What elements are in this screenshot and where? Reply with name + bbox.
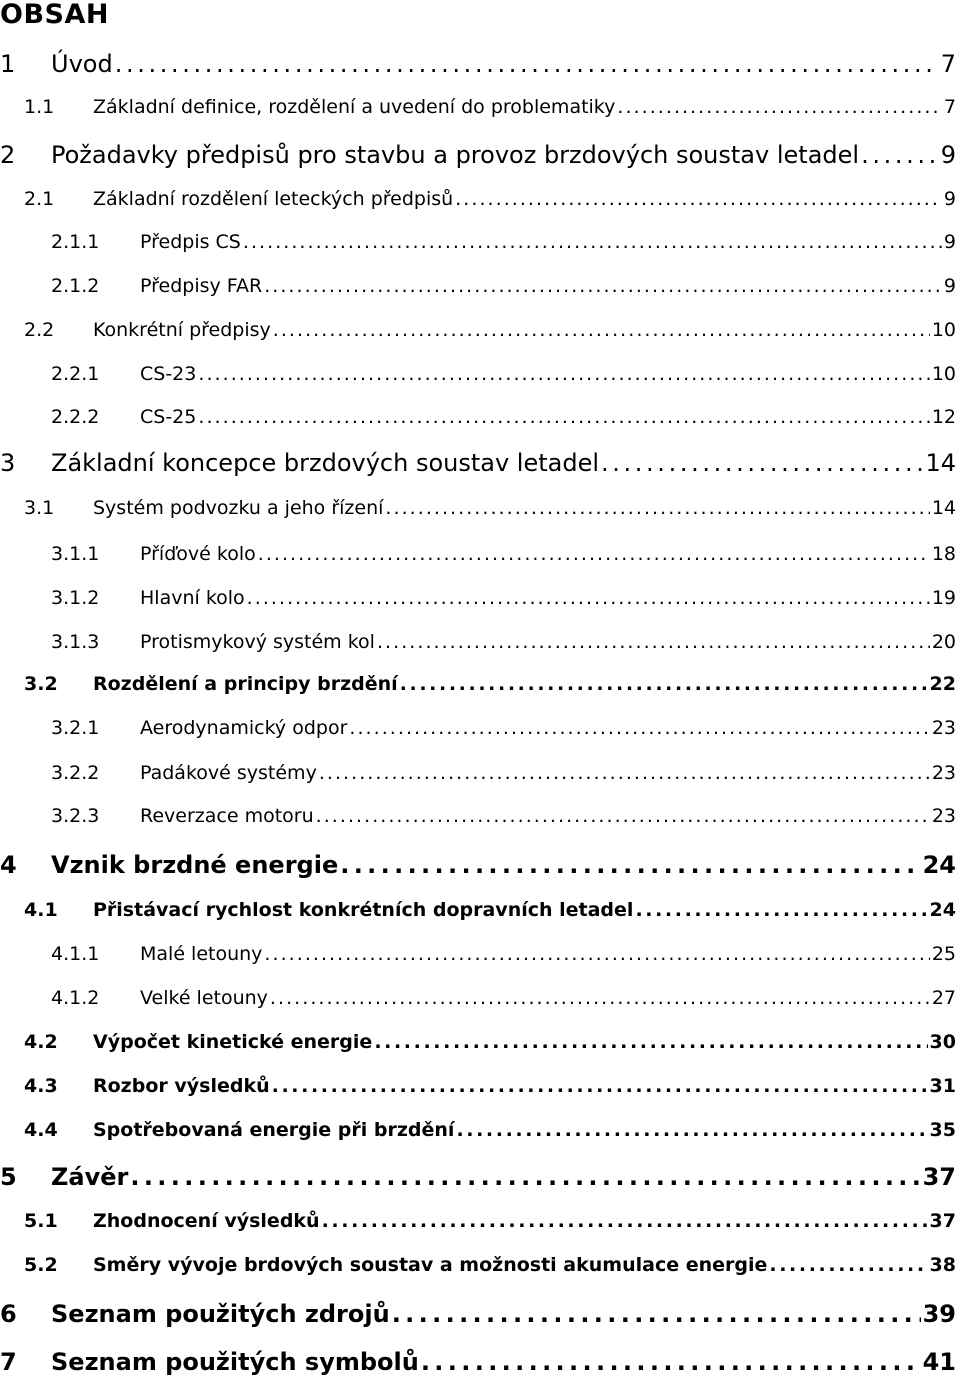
toc-entry[interactable]	[0, 669, 960, 699]
toc-entry-number: 3.2	[24, 673, 58, 695]
toc-entry-page: 14	[931, 497, 956, 519]
toc-entry-page: 10	[931, 363, 956, 385]
toc-entry-number: 2.2.1	[51, 363, 100, 385]
toc-entry-page: 22	[929, 673, 956, 695]
toc-entry-leader	[769, 1250, 927, 1280]
toc-entry-number: 2.1.1	[51, 231, 100, 253]
toc-entry-leader	[377, 627, 930, 657]
toc-entry-page: 37	[929, 1210, 956, 1232]
toc-entry-number: 4.3	[24, 1075, 58, 1097]
toc-entry-page: 9	[943, 231, 956, 253]
toc-entry-page: 10	[931, 319, 956, 341]
toc-entry-number: 4.1.2	[51, 987, 100, 1009]
toc-entry[interactable]	[0, 939, 960, 969]
toc-entry-page: 7	[940, 50, 956, 78]
toc-entry-page: 37	[922, 1163, 956, 1191]
toc-entry-number: 4.4	[24, 1119, 58, 1141]
toc-entry-leader	[340, 848, 920, 882]
toc-entry-title: Vznik brzdné energie	[51, 851, 339, 879]
toc-entry[interactable]	[0, 1071, 960, 1101]
toc-entry-page: 24	[929, 899, 956, 921]
toc-entry-leader	[455, 184, 942, 214]
toc-entry-title: Základní koncepce brzdových soustav letadel	[51, 449, 600, 477]
toc-entry[interactable]	[0, 848, 960, 882]
toc-entry-page: 9	[943, 188, 956, 210]
toc-entry-leader	[861, 138, 939, 172]
toc-entry-leader	[374, 1027, 927, 1057]
toc-entry[interactable]	[0, 1345, 960, 1379]
toc-entry-leader	[316, 801, 930, 831]
toc-entry-leader	[385, 493, 929, 523]
toc-entry-title: Seznam použitých symbolů	[51, 1348, 419, 1376]
toc-entry[interactable]	[0, 895, 960, 925]
toc-entry-page: 24	[922, 851, 956, 879]
toc-entry-title: Předpisy FAR	[140, 275, 263, 297]
toc-entry-leader	[270, 983, 930, 1013]
toc-entry[interactable]	[0, 583, 960, 613]
toc-entry[interactable]	[0, 315, 960, 345]
toc-entry-page: 25	[931, 943, 956, 965]
toc-entry-page: 23	[931, 805, 956, 827]
toc-entry[interactable]	[0, 801, 960, 831]
toc-entry-leader	[400, 669, 928, 699]
toc-entry-title: Rozbor výsledků	[93, 1075, 270, 1097]
toc-entry-title: Protismykový systém kol	[140, 631, 375, 653]
toc-entry-leader	[130, 1160, 920, 1194]
toc-entry-leader	[635, 895, 927, 925]
toc-entry-number: 4.2	[24, 1031, 58, 1053]
toc-entry-leader	[349, 713, 929, 743]
toc-entry[interactable]	[0, 713, 960, 743]
toc-entry-title: Malé letouny	[140, 943, 263, 965]
toc-entry-number: 4.1.1	[51, 943, 100, 965]
toc-entry-number: 3.1.3	[51, 631, 100, 653]
toc-entry[interactable]	[0, 402, 960, 432]
toc-entry-leader	[322, 1206, 928, 1236]
toc-entry-page: 9	[940, 141, 956, 169]
toc-entry-leader	[319, 758, 930, 788]
toc-entry-number: 5	[0, 1163, 17, 1191]
toc-entry-title: Rozdělení a principy brzdění	[93, 673, 398, 695]
toc-entry[interactable]	[0, 92, 960, 122]
toc-entry-page: 23	[931, 717, 956, 739]
toc-entry-number: 1	[0, 50, 16, 78]
toc-entry-leader	[264, 939, 929, 969]
toc-entry[interactable]	[0, 758, 960, 788]
toc-entry-page: 41	[922, 1348, 956, 1376]
toc-entry-leader	[258, 539, 930, 569]
toc-entry-number: 3.1.2	[51, 587, 100, 609]
toc-entry[interactable]	[0, 1027, 960, 1057]
toc-entry-title: Seznam použitých zdrojů	[51, 1300, 390, 1328]
toc-entry-number: 2.1	[24, 188, 55, 210]
toc-entry-page: 30	[929, 1031, 956, 1053]
toc-entry-number: 3.1	[24, 497, 55, 519]
toc-entry-leader	[243, 227, 942, 257]
toc-entry-page: 38	[929, 1254, 956, 1276]
toc-entry-title: CS-23	[140, 363, 197, 385]
toc-entry-title: Závěr	[51, 1163, 129, 1191]
toc-entry-title: Směry vývoje brdových soustav a možnosti akumulace energie	[93, 1254, 768, 1276]
toc-entry-number: 6	[0, 1300, 17, 1328]
toc-entry[interactable]	[0, 539, 960, 569]
toc-entry-leader	[273, 315, 930, 345]
toc-entry-title: Výpočet kinetické energie	[93, 1031, 373, 1053]
toc-entry-page: 31	[929, 1075, 956, 1097]
toc-entry-leader	[456, 1115, 927, 1145]
toc-entry-page: 35	[929, 1119, 956, 1141]
toc-entry-title: Úvod	[51, 50, 113, 78]
toc-entry-title: Zhodnocení výsledků	[93, 1210, 320, 1232]
toc-entry[interactable]	[0, 627, 960, 657]
toc-entry[interactable]	[0, 47, 960, 81]
page-title: OBSAH	[0, 0, 109, 30]
toc-entry-leader	[198, 359, 929, 389]
toc-entry[interactable]	[0, 1250, 960, 1280]
toc-entry-page: 19	[931, 587, 956, 609]
toc-entry-page: 23	[931, 762, 956, 784]
toc-entry-title: Základní definice, rozdělení a uvedení do problematiky	[93, 96, 616, 118]
toc-entry-number: 3.2.2	[51, 762, 100, 784]
toc-entry-page: 39	[922, 1300, 956, 1328]
toc-entry[interactable]	[0, 359, 960, 389]
toc-entry-leader	[421, 1345, 921, 1379]
toc-entry-number: 3.2.3	[51, 805, 100, 827]
toc-entry-title: Hlavní kolo	[140, 587, 245, 609]
toc-entry-leader	[601, 446, 923, 480]
toc-entry-leader	[272, 1071, 928, 1101]
toc-entry-number: 4	[0, 851, 17, 879]
toc-entry-title: Konkrétní předpisy	[93, 319, 271, 341]
toc-entry[interactable]	[0, 184, 960, 214]
toc-entry-leader	[247, 583, 930, 613]
toc-entry[interactable]	[0, 227, 960, 257]
toc-entry-title: Příďové kolo	[140, 543, 256, 565]
toc-entry-page: 12	[931, 406, 956, 428]
toc-entry-title: Předpis CS	[140, 231, 241, 253]
toc-entry-title: Základní rozdělení leteckých předpisů	[93, 188, 454, 210]
toc-entry-number: 3	[0, 449, 16, 477]
toc-entry-number: 2	[0, 141, 16, 169]
toc-entry-page: 9	[943, 275, 956, 297]
toc-entry-title: Aerodynamický odpor	[140, 717, 348, 739]
toc-entry-number: 2.2.2	[51, 406, 100, 428]
toc-entry-number: 2.2	[24, 319, 55, 341]
toc-entry-page: 7	[943, 96, 956, 118]
toc-entry-number: 3.1.1	[51, 543, 100, 565]
toc-entry-number: 7	[0, 1348, 17, 1376]
toc-entry-page: 20	[931, 631, 956, 653]
toc-entry-leader	[198, 402, 929, 432]
toc-entry-title: Požadavky předpisů pro stavbu a provoz brzdových soustav letadel	[51, 141, 860, 169]
toc-entry-number: 3.2.1	[51, 717, 100, 739]
toc-entry-title: Velké letouny	[140, 987, 268, 1009]
toc-entry[interactable]	[0, 446, 960, 480]
toc-entry-page: 14	[925, 449, 956, 477]
toc-entry[interactable]	[0, 1206, 960, 1236]
toc-entry-title: Padákové systémy	[140, 762, 317, 784]
toc-entry-title: CS-25	[140, 406, 197, 428]
toc-entry-leader	[115, 47, 939, 81]
toc-entry-leader	[264, 271, 942, 301]
toc-entry[interactable]	[0, 1297, 960, 1331]
toc-entry-leader	[617, 92, 942, 122]
toc-entry[interactable]	[0, 493, 960, 523]
toc-entry-leader	[392, 1297, 921, 1331]
toc-entry-number: 2.1.2	[51, 275, 100, 297]
toc-entry-number: 1.1	[24, 96, 55, 118]
toc-entry-page: 18	[931, 543, 956, 565]
toc-entry-title: Systém podvozku a jeho řízení	[93, 497, 384, 519]
toc-entry-title: Přistávací rychlost konkrétních dopravních letadel	[93, 899, 634, 921]
toc-entry-number: 5.2	[24, 1254, 58, 1276]
toc-entry-number: 5.1	[24, 1210, 58, 1232]
toc-entry-title: Spotřebovaná energie při brzdění	[93, 1119, 455, 1141]
toc-entry[interactable]	[0, 1115, 960, 1145]
toc-entry[interactable]	[0, 271, 960, 301]
toc-entry-title: Reverzace motoru	[140, 805, 314, 827]
toc-entry[interactable]	[0, 1160, 960, 1194]
toc-entry-page: 27	[931, 987, 956, 1009]
toc-entry[interactable]	[0, 138, 960, 172]
toc-entry[interactable]	[0, 983, 960, 1013]
toc-entry-number: 4.1	[24, 899, 58, 921]
